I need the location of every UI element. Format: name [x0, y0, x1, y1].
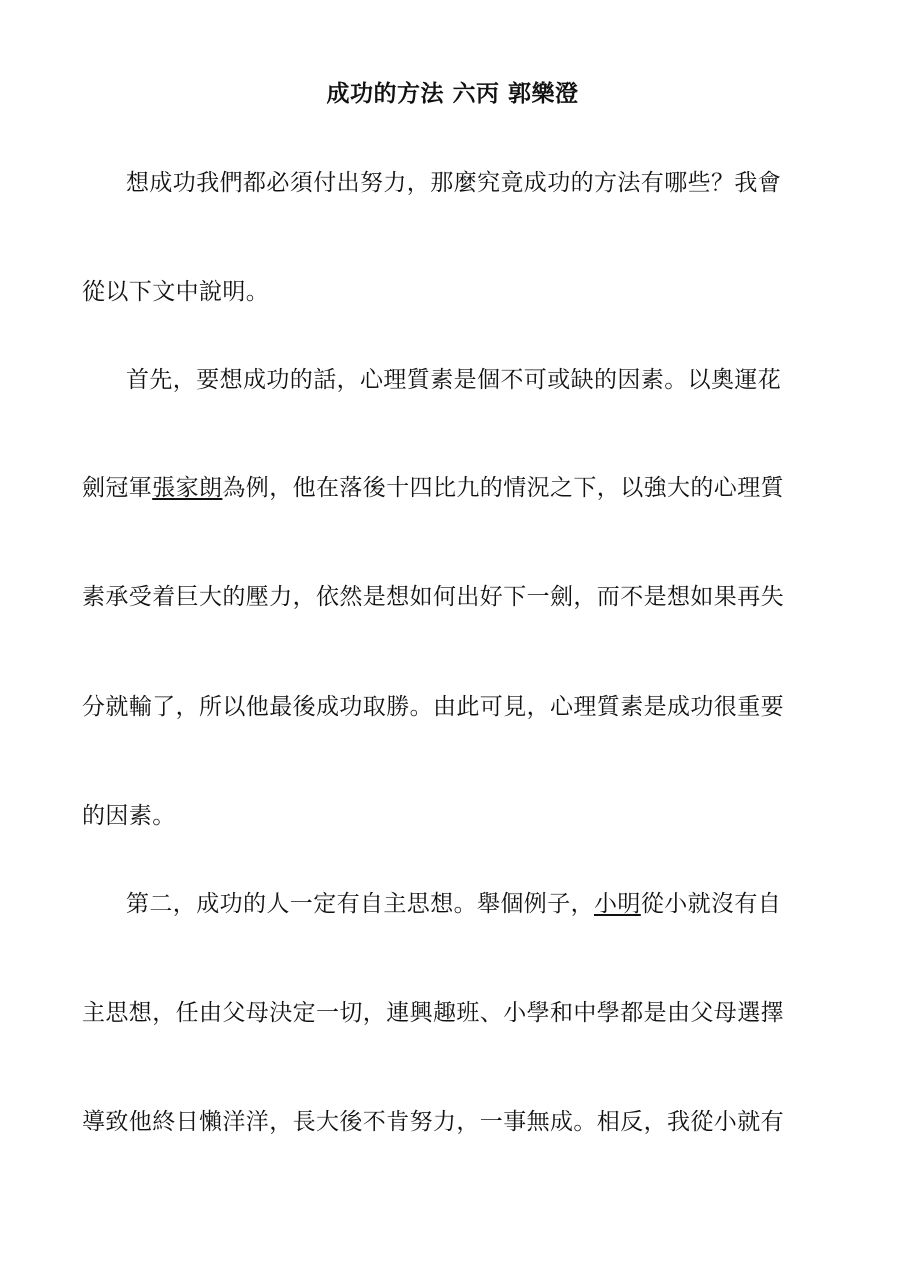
text-run: 從以下文中說明。: [82, 279, 270, 305]
underlined-name: 張家朗: [152, 475, 223, 501]
paragraph-2-line-5: [82, 798, 827, 834]
underlined-name: 小明: [594, 891, 641, 917]
text-run: 主思想，任由父母決定一切，連興趣班、小學和中學都是由父母選擇: [82, 1000, 784, 1026]
text-run: 劍冠軍: [82, 475, 153, 501]
paragraph-2-line-3: [82, 579, 827, 615]
paragraph-2-line-4: [82, 689, 827, 725]
text-run: 導致他終日懶洋洋，長大後不肯努力，一事無成。相反，我從小就有: [82, 1109, 784, 1135]
text-run: 第二，成功的人一定有自主思想。舉個例子，: [126, 891, 594, 917]
text-run: 從小就沒有自: [640, 891, 782, 917]
paragraph-3-line-1: [82, 886, 827, 922]
text-run: 素承受着巨大的壓力，依然是想如何出好下一劍，而不是想如果再失: [82, 584, 784, 610]
text-run: 的因素。: [82, 803, 176, 829]
text-run: 首先，要想成功的話，心理質素是個不可或缺的因素。以奧運花: [126, 367, 782, 393]
text-run: 為例，他在落後十四比九的情況之下，以強大的心理質: [222, 475, 785, 501]
document-title: 成功的方法 六丙 郭樂澄: [326, 81, 579, 107]
paragraph-1-line-2: [82, 274, 827, 310]
paragraph-2-line-2: [82, 470, 827, 506]
text-run: 分就輸了，所以他最後成功取勝。由此可見，心理質素是成功很重要: [82, 694, 784, 720]
text-run: 想成功我們都必須付出努力，那麼究竟成功的方法有哪些？我會: [126, 170, 782, 196]
paragraph-2-line-1: [82, 362, 827, 398]
paragraph-3-line-2: [82, 995, 827, 1031]
paragraph-1-line-1: [82, 165, 827, 201]
paragraph-3-line-3: [82, 1104, 827, 1140]
